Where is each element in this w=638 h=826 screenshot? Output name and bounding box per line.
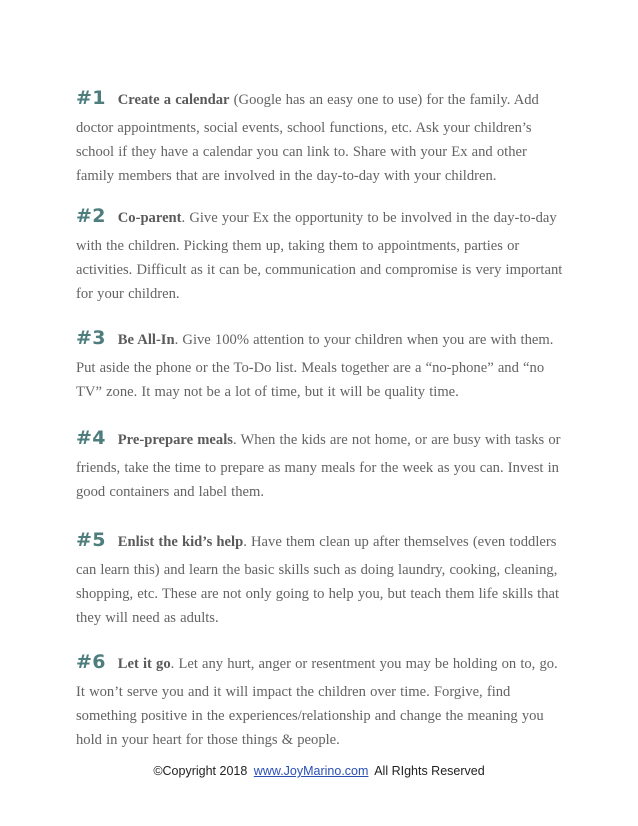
tip-text-line: shopping, etc. These are not only going to help you, but teach them life skills that — [76, 586, 560, 602]
tip-number: #5 — [76, 529, 106, 551]
tip-text-line: for your children. — [76, 286, 180, 302]
tip-text-line: family members that are involved in the day-to-day with your children. — [76, 168, 497, 184]
tip-text-line: TV” zone. It may not be a lot of time, but it will be quality time. — [76, 384, 459, 400]
tip-5 — [76, 526, 572, 630]
tip-text: (Google has an easy one to use) for the family. Add — [229, 92, 539, 108]
tip-number: #6 — [76, 651, 106, 673]
copyright-text: ©Copyright 2018 — [153, 764, 248, 778]
tip-text-line: good containers and label them. — [76, 484, 265, 500]
tip-text-line: something positive in the experiences/relationship and change the meaning you — [76, 708, 544, 724]
tip-text: . Let any hurt, anger or resentment you may be holding on to, go. — [170, 656, 558, 672]
tip-text-line: with the children. Picking them up, taking them to appointments, parties or — [76, 238, 520, 254]
tip-6 — [76, 648, 572, 752]
tip-1 — [76, 84, 572, 188]
tip-text-line: activities. Difficult as it can be, communication and compromise is very important — [76, 262, 563, 278]
tip-title: Let it go — [117, 656, 171, 672]
rights-text: All RIghts Reserved — [374, 764, 485, 778]
tip-title: Co-parent — [117, 210, 182, 226]
tip-title: Enlist the kid’s help — [117, 534, 244, 550]
tip-text: . Have them clean up after themselves (even toddlers — [243, 534, 557, 550]
tip-text-line: friends, take the time to prepare as many meals for the week as you can. Invest in — [76, 460, 559, 476]
tip-text-line: doctor appointments, social events, school functions, etc. Ask your children’s — [76, 120, 532, 136]
tip-4 — [76, 424, 572, 504]
tip-text-line: It won’t serve you and it will impact the children over time. Forgive, find — [76, 684, 511, 700]
tip-text-line: they will need as adults. — [76, 610, 219, 626]
tip-title: Create a calendar — [117, 92, 230, 108]
tip-text-line: can learn this) and learn the basic skills such as doing laundry, cooking, cleaning, — [76, 562, 558, 578]
tip-text-line: hold in your heart for those things & people. — [76, 732, 340, 748]
tip-text: . When the kids are not home, or are busy with tasks or — [232, 432, 561, 448]
tip-number: #4 — [76, 427, 106, 449]
website-link[interactable]: www.JoyMarino.com — [253, 764, 369, 778]
tip-title: Be All-In — [117, 332, 175, 348]
footer — [0, 764, 638, 778]
tip-number: #2 — [76, 205, 106, 227]
tip-text: . Give 100% attention to your children when you are with them. — [174, 332, 554, 348]
tip-text: . Give your Ex the opportunity to be involved in the day-to-day — [181, 210, 557, 226]
tip-3 — [76, 324, 572, 404]
tip-number: #1 — [76, 87, 106, 109]
tip-text-line: school if they have a calendar you can link to. Share with your Ex and other — [76, 144, 527, 160]
tip-text-line: Put aside the phone or the To-Do list. Meals together are a “no-phone” and “no — [76, 360, 545, 376]
tip-number: #3 — [76, 327, 106, 349]
tip-2 — [76, 202, 572, 306]
tip-title: Pre-prepare meals — [117, 432, 233, 448]
